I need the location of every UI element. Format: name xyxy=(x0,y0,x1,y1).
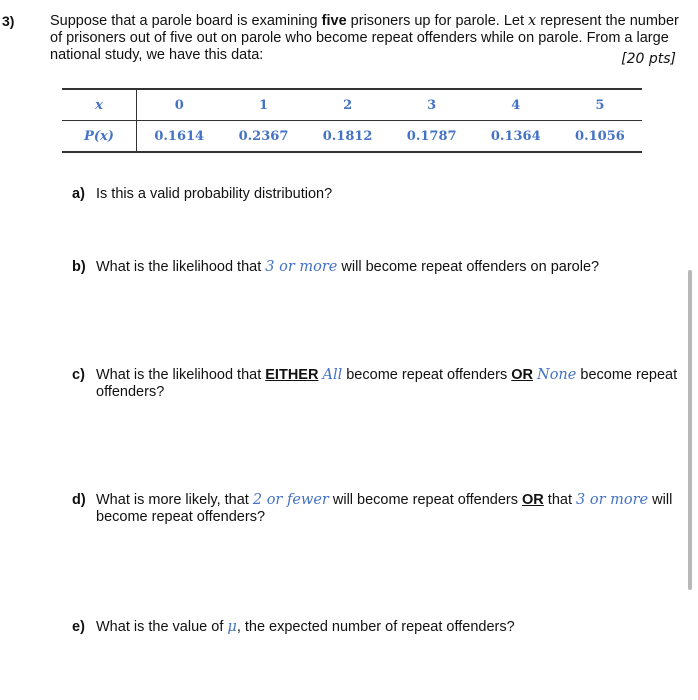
part-d-or: OR xyxy=(522,492,544,508)
part-a-text: Is this a valid probability distribution? xyxy=(96,186,333,202)
part-e-text-1: What is the value of xyxy=(96,619,228,635)
x-value: 2 xyxy=(306,89,390,121)
part-c-text-3: become repeat offenders? xyxy=(96,367,678,400)
points-label: [20 pts] xyxy=(621,51,676,67)
x-header: x xyxy=(62,89,137,121)
intro-text-2: prisoners up for parole. Let xyxy=(346,13,529,29)
x-value: 3 xyxy=(390,89,474,121)
part-c-math-all: All xyxy=(322,367,343,383)
x-value: 0 xyxy=(137,89,222,121)
table-row-x xyxy=(62,89,642,121)
part-e xyxy=(72,619,686,636)
intro-emphasis-five: five xyxy=(321,13,347,29)
part-d-math-2-or-fewer: 2 or fewer xyxy=(252,492,329,508)
part-c-text-2: become repeat offenders xyxy=(342,367,512,383)
part-d-text-1: What is more likely, that xyxy=(96,492,253,508)
p-value: 0.1614 xyxy=(137,121,222,153)
part-d-math-3-or-more: 3 or more xyxy=(576,492,649,508)
x-value: 5 xyxy=(558,89,642,121)
part-c xyxy=(72,367,686,401)
part-e-label: e) xyxy=(72,619,85,635)
p-value: 0.1056 xyxy=(558,121,642,153)
part-c-or: OR xyxy=(511,367,533,383)
intro-variable-x: x xyxy=(528,13,537,29)
question-intro xyxy=(50,13,680,64)
part-c-text-1: What is the likelihood that xyxy=(96,367,266,383)
part-c-label: c) xyxy=(72,367,85,383)
p-value: 0.2367 xyxy=(221,121,305,153)
x-value: 4 xyxy=(474,89,558,121)
part-d-text-3: that xyxy=(543,492,577,508)
part-d-text-2: will become repeat offenders xyxy=(328,492,523,508)
intro-text-3: represent the number of prisoners out of five out on parole who become repeat offenders while on parole. From a large national study, we have this data: xyxy=(50,13,679,63)
part-c-math-none: None xyxy=(537,367,577,383)
part-b-math-3-or-more: 3 or more xyxy=(265,259,338,275)
part-a-label: a) xyxy=(72,186,85,202)
p-value: 0.1364 xyxy=(474,121,558,153)
part-e-text xyxy=(96,619,686,636)
table-row-p xyxy=(62,121,642,153)
p-value: 0.1812 xyxy=(306,121,390,153)
part-d-label: d) xyxy=(72,492,86,508)
part-c-text xyxy=(96,367,686,401)
part-b xyxy=(72,259,686,276)
part-b-text-1: What is the likelihood that xyxy=(96,259,266,275)
vertical-scrollbar[interactable] xyxy=(688,270,692,590)
part-a xyxy=(72,186,686,203)
part-d-text-4: will become repeat offenders? xyxy=(96,492,673,525)
part-c-either: EITHER xyxy=(265,367,319,383)
probability-table xyxy=(62,88,642,153)
part-d-text xyxy=(96,492,686,526)
part-e-math-mu: μ xyxy=(227,619,237,635)
part-b-text-2: will become repeat offenders on parole? xyxy=(337,259,600,275)
x-value: 1 xyxy=(221,89,305,121)
part-b-label: b) xyxy=(72,259,86,275)
part-b-text xyxy=(96,259,686,276)
part-d xyxy=(72,492,686,526)
question-number: 3) xyxy=(2,13,15,29)
p-value: 0.1787 xyxy=(390,121,474,153)
part-e-text-2: , the expected number of repeat offenders? xyxy=(236,619,515,635)
intro-text-1: Suppose that a parole board is examining xyxy=(50,13,322,29)
p-header: P(x) xyxy=(62,121,137,153)
